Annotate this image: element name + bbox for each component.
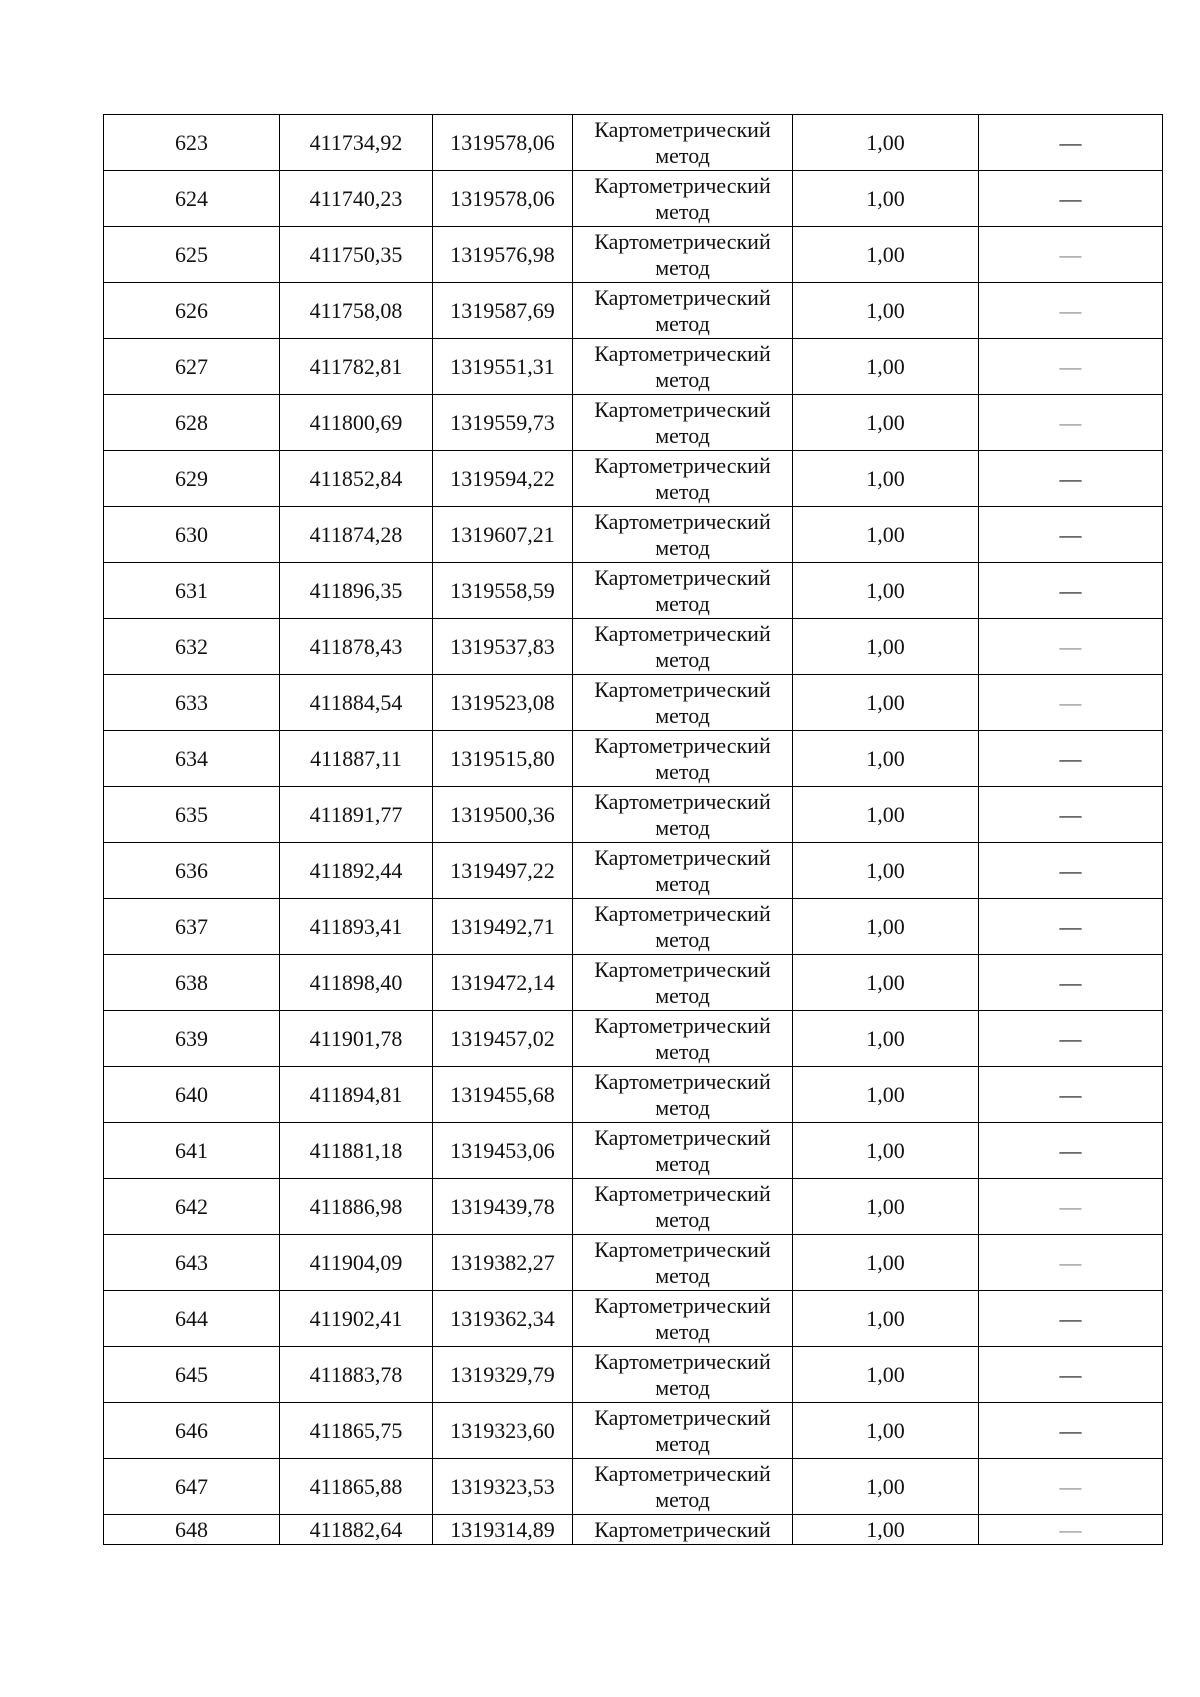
point-number-cell: 627 <box>104 339 280 395</box>
accuracy-cell: 1,00 <box>793 563 979 619</box>
method-cell <box>573 395 793 451</box>
accuracy-cell: 1,00 <box>793 619 979 675</box>
dash-mark: — <box>1059 1418 1082 1443</box>
dash-mark: — <box>1059 1516 1082 1542</box>
point-number-cell: 642 <box>104 1179 280 1235</box>
accuracy-cell: 1,00 <box>793 675 979 731</box>
y-coordinate-cell: 1319594,22 <box>433 451 573 507</box>
dash-mark: — <box>1059 410 1082 435</box>
y-coordinate-cell: 1319329,79 <box>433 1347 573 1403</box>
method-line-2: метод <box>655 535 710 560</box>
y-coordinate-cell: 1319455,68 <box>433 1067 573 1123</box>
accuracy-cell: 1,00 <box>793 1011 979 1067</box>
x-coordinate-cell: 411782,81 <box>280 339 433 395</box>
table-row <box>104 1179 1163 1235</box>
table-row <box>104 1235 1163 1291</box>
x-coordinate-cell: 411750,35 <box>280 227 433 283</box>
point-number-cell: 634 <box>104 731 280 787</box>
point-number-cell: 647 <box>104 1459 280 1515</box>
dash-mark: — <box>1059 802 1082 827</box>
dash-mark: — <box>1059 354 1082 379</box>
accuracy-cell: 1,00 <box>793 283 979 339</box>
accuracy-cell: 1,00 <box>793 1347 979 1403</box>
accuracy-cell: 1,00 <box>793 339 979 395</box>
note-cell <box>979 1291 1163 1347</box>
method-line-1: Картометрический <box>594 173 771 198</box>
method-line-2: метод <box>655 423 710 448</box>
method-line-2: метод <box>655 1375 710 1400</box>
dash-mark: — <box>1059 1194 1082 1219</box>
table-row <box>104 1067 1163 1123</box>
y-coordinate-cell: 1319323,60 <box>433 1403 573 1459</box>
y-coordinate-cell: 1319537,83 <box>433 619 573 675</box>
y-coordinate-cell: 1319323,53 <box>433 1459 573 1515</box>
method-line-2: метод <box>655 311 710 336</box>
y-coordinate-cell: 1319578,06 <box>433 115 573 171</box>
dash-mark: — <box>1059 466 1082 491</box>
method-line-2: метод <box>655 1431 710 1456</box>
note-cell <box>979 1067 1163 1123</box>
table-row <box>104 675 1163 731</box>
dash-mark: — <box>1059 186 1082 211</box>
note-cell <box>979 955 1163 1011</box>
accuracy-cell: 1,00 <box>793 731 979 787</box>
point-number-cell: 644 <box>104 1291 280 1347</box>
y-coordinate-cell: 1319558,59 <box>433 563 573 619</box>
method-line-2: метод <box>655 927 710 952</box>
point-number-cell: 626 <box>104 283 280 339</box>
note-cell <box>979 227 1163 283</box>
y-coordinate-cell: 1319472,14 <box>433 955 573 1011</box>
y-coordinate-cell: 1319551,31 <box>433 339 573 395</box>
point-number-cell: 640 <box>104 1067 280 1123</box>
method-line-2: метод <box>655 871 710 896</box>
method-line-1: Картометрический <box>594 677 771 702</box>
accuracy-cell: 1,00 <box>793 1179 979 1235</box>
note-cell <box>979 1235 1163 1291</box>
y-coordinate-cell: 1319587,69 <box>433 283 573 339</box>
table-row <box>104 955 1163 1011</box>
x-coordinate-cell: 411893,41 <box>280 899 433 955</box>
note-cell <box>979 283 1163 339</box>
method-cell <box>573 1291 793 1347</box>
method-line-2: метод <box>655 815 710 840</box>
x-coordinate-cell: 411892,44 <box>280 843 433 899</box>
table-row <box>104 731 1163 787</box>
note-cell <box>979 843 1163 899</box>
method-line-2: метод <box>655 367 710 392</box>
accuracy-cell: 1,00 <box>793 1067 979 1123</box>
dash-mark: — <box>1059 1250 1082 1275</box>
method-cell <box>573 1067 793 1123</box>
method-line-1: Картометрический <box>594 789 771 814</box>
method-cell <box>573 899 793 955</box>
x-coordinate-cell: 411865,88 <box>280 1459 433 1515</box>
method-cell <box>573 675 793 731</box>
table-row <box>104 1123 1163 1179</box>
method-cell <box>573 283 793 339</box>
dash-mark: — <box>1059 522 1082 547</box>
method-line-1: Картометрический <box>594 453 771 478</box>
y-coordinate-cell: 1319578,06 <box>433 171 573 227</box>
note-cell <box>979 787 1163 843</box>
note-cell <box>979 1347 1163 1403</box>
note-cell <box>979 1403 1163 1459</box>
y-coordinate-cell: 1319500,36 <box>433 787 573 843</box>
method-cell <box>573 619 793 675</box>
accuracy-cell: 1,00 <box>793 1291 979 1347</box>
y-coordinate-cell: 1319492,71 <box>433 899 573 955</box>
accuracy-cell: 1,00 <box>793 1403 979 1459</box>
table-row <box>104 1347 1163 1403</box>
accuracy-cell: 1,00 <box>793 395 979 451</box>
point-number-cell: 633 <box>104 675 280 731</box>
y-coordinate-cell: 1319523,08 <box>433 675 573 731</box>
method-line-1: Картометрический <box>594 1405 771 1430</box>
y-coordinate-cell: 1319497,22 <box>433 843 573 899</box>
method-line-2: метод <box>655 703 710 728</box>
method-line-1: Картометрический <box>594 733 771 758</box>
x-coordinate-cell: 411902,41 <box>280 1291 433 1347</box>
note-cell <box>979 1011 1163 1067</box>
table-row <box>104 787 1163 843</box>
y-coordinate-cell: 1319453,06 <box>433 1123 573 1179</box>
dash-mark: — <box>1059 130 1082 155</box>
method-cell <box>573 339 793 395</box>
method-line-2: метод <box>655 1487 710 1512</box>
method-line-2: метод <box>655 647 710 672</box>
y-coordinate-cell: 1319457,02 <box>433 1011 573 1067</box>
x-coordinate-cell: 411852,84 <box>280 451 433 507</box>
table-row <box>104 115 1163 171</box>
x-coordinate-cell: 411886,98 <box>280 1179 433 1235</box>
note-cell <box>979 1459 1163 1515</box>
method-line-1: Картометрический <box>594 341 771 366</box>
x-coordinate-cell: 411800,69 <box>280 395 433 451</box>
dash-mark: — <box>1059 746 1082 771</box>
note-cell <box>979 507 1163 563</box>
point-number-cell: 630 <box>104 507 280 563</box>
method-cell <box>573 1515 793 1545</box>
method-line-2: метод <box>655 591 710 616</box>
table-row <box>104 283 1163 339</box>
dash-mark: — <box>1059 970 1082 995</box>
point-number-cell: 629 <box>104 451 280 507</box>
point-number-cell: 631 <box>104 563 280 619</box>
note-cell <box>979 563 1163 619</box>
accuracy-cell: 1,00 <box>793 507 979 563</box>
x-coordinate-cell: 411740,23 <box>280 171 433 227</box>
dash-mark: — <box>1059 242 1082 267</box>
dash-mark: — <box>1059 690 1082 715</box>
y-coordinate-cell: 1319515,80 <box>433 731 573 787</box>
method-line-1: Картометрический <box>594 285 771 310</box>
x-coordinate-cell: 411901,78 <box>280 1011 433 1067</box>
y-coordinate-cell: 1319576,98 <box>433 227 573 283</box>
note-cell <box>979 339 1163 395</box>
dash-mark: — <box>1059 914 1082 939</box>
method-line-2: метод <box>655 1319 710 1344</box>
method-line-2: метод <box>655 1039 710 1064</box>
method-cell <box>573 115 793 171</box>
point-number-cell: 628 <box>104 395 280 451</box>
method-line-2: метод <box>655 759 710 784</box>
dash-mark: — <box>1059 858 1082 883</box>
point-number-cell: 639 <box>104 1011 280 1067</box>
dash-mark: — <box>1059 1474 1082 1499</box>
table-row <box>104 171 1163 227</box>
method-line-1: Картометрический <box>594 397 771 422</box>
y-coordinate-cell: 1319382,27 <box>433 1235 573 1291</box>
note-cell <box>979 1179 1163 1235</box>
y-coordinate-cell: 1319559,73 <box>433 395 573 451</box>
method-cell <box>573 1123 793 1179</box>
method-cell <box>573 1403 793 1459</box>
point-number-cell: 625 <box>104 227 280 283</box>
note-cell <box>979 619 1163 675</box>
dash-mark: — <box>1059 634 1082 659</box>
table-row <box>104 1515 1163 1545</box>
accuracy-cell: 1,00 <box>793 1515 979 1545</box>
method-cell <box>573 731 793 787</box>
point-number-cell: 638 <box>104 955 280 1011</box>
method-line-2: метод <box>655 1151 710 1176</box>
method-cell <box>573 1347 793 1403</box>
accuracy-cell: 1,00 <box>793 843 979 899</box>
note-cell <box>979 1123 1163 1179</box>
method-line-2: метод <box>655 199 710 224</box>
dash-mark: — <box>1059 298 1082 323</box>
method-line-2: метод <box>655 255 710 280</box>
point-number-cell: 635 <box>104 787 280 843</box>
note-cell <box>979 1515 1163 1545</box>
x-coordinate-cell: 411894,81 <box>280 1067 433 1123</box>
x-coordinate-cell: 411887,11 <box>280 731 433 787</box>
method-cell <box>573 1179 793 1235</box>
method-cell <box>573 1459 793 1515</box>
method-line-1: Картометрический <box>594 229 771 254</box>
y-coordinate-cell: 1319607,21 <box>433 507 573 563</box>
method-cell <box>573 787 793 843</box>
method-line-1: Картометрический <box>594 1349 771 1374</box>
x-coordinate-cell: 411883,78 <box>280 1347 433 1403</box>
dash-mark: — <box>1059 1138 1082 1163</box>
x-coordinate-cell: 411758,08 <box>280 283 433 339</box>
method-line-1: Картометрический <box>594 621 771 646</box>
x-coordinate-cell: 411881,18 <box>280 1123 433 1179</box>
method-cell <box>573 227 793 283</box>
method-line-1: Картометрический <box>594 1237 771 1262</box>
method-line-1: Картометрический <box>594 1516 771 1542</box>
x-coordinate-cell: 411878,43 <box>280 619 433 675</box>
dash-mark: — <box>1059 1026 1082 1051</box>
point-number-cell: 641 <box>104 1123 280 1179</box>
note-cell <box>979 451 1163 507</box>
x-coordinate-cell: 411896,35 <box>280 563 433 619</box>
method-line-1: Картометрический <box>594 565 771 590</box>
method-line-1: Картометрический <box>594 901 771 926</box>
method-cell <box>573 1011 793 1067</box>
method-line-1: Картометрический <box>594 957 771 982</box>
point-number-cell: 624 <box>104 171 280 227</box>
accuracy-cell: 1,00 <box>793 1235 979 1291</box>
point-number-cell: 648 <box>104 1515 280 1545</box>
x-coordinate-cell: 411734,92 <box>280 115 433 171</box>
y-coordinate-cell: 1319439,78 <box>433 1179 573 1235</box>
note-cell <box>979 899 1163 955</box>
point-number-cell: 646 <box>104 1403 280 1459</box>
method-cell <box>573 563 793 619</box>
method-cell <box>573 171 793 227</box>
method-line-1: Картометрический <box>594 1013 771 1038</box>
table-row <box>104 1291 1163 1347</box>
accuracy-cell: 1,00 <box>793 115 979 171</box>
method-line-2: метод <box>655 143 710 168</box>
dash-mark: — <box>1059 1362 1082 1387</box>
point-number-cell: 643 <box>104 1235 280 1291</box>
point-number-cell: 645 <box>104 1347 280 1403</box>
method-cell <box>573 1235 793 1291</box>
note-cell <box>979 675 1163 731</box>
method-line-2: метод <box>655 1207 710 1232</box>
point-number-cell: 636 <box>104 843 280 899</box>
dash-mark: — <box>1059 1306 1082 1331</box>
accuracy-cell: 1,00 <box>793 899 979 955</box>
method-cell <box>573 955 793 1011</box>
x-coordinate-cell: 411882,64 <box>280 1515 433 1545</box>
table-row <box>104 1403 1163 1459</box>
method-cell <box>573 843 793 899</box>
method-line-1: Картометрический <box>594 1293 771 1318</box>
method-line-1: Картометрический <box>594 845 771 870</box>
dash-mark: — <box>1059 578 1082 603</box>
method-line-1: Картометрический <box>594 117 771 142</box>
method-line-1: Картометрический <box>594 509 771 534</box>
table-row <box>104 843 1163 899</box>
coordinates-table <box>103 114 1163 1545</box>
note-cell <box>979 731 1163 787</box>
table-row <box>104 563 1163 619</box>
table-row <box>104 451 1163 507</box>
point-number-cell: 623 <box>104 115 280 171</box>
table-row <box>104 899 1163 955</box>
x-coordinate-cell: 411904,09 <box>280 1235 433 1291</box>
note-cell <box>979 395 1163 451</box>
table-row <box>104 1459 1163 1515</box>
y-coordinate-cell: 1319362,34 <box>433 1291 573 1347</box>
dash-mark: — <box>1059 1082 1082 1107</box>
x-coordinate-cell: 411891,77 <box>280 787 433 843</box>
table-row <box>104 227 1163 283</box>
accuracy-cell: 1,00 <box>793 1459 979 1515</box>
method-cell <box>573 451 793 507</box>
accuracy-cell: 1,00 <box>793 451 979 507</box>
note-cell <box>979 115 1163 171</box>
table-row <box>104 395 1163 451</box>
method-cell <box>573 507 793 563</box>
table-body <box>104 115 1163 1545</box>
point-number-cell: 632 <box>104 619 280 675</box>
accuracy-cell: 1,00 <box>793 1123 979 1179</box>
method-line-1: Картометрический <box>594 1125 771 1150</box>
accuracy-cell: 1,00 <box>793 227 979 283</box>
method-line-2: метод <box>655 479 710 504</box>
y-coordinate-cell: 1319314,89 <box>433 1515 573 1545</box>
method-line-1: Картометрический <box>594 1461 771 1486</box>
x-coordinate-cell: 411884,54 <box>280 675 433 731</box>
method-line-1: Картометрический <box>594 1069 771 1094</box>
method-line-1: Картометрический <box>594 1181 771 1206</box>
method-line-2: метод <box>655 1095 710 1120</box>
accuracy-cell: 1,00 <box>793 171 979 227</box>
point-number-cell: 637 <box>104 899 280 955</box>
x-coordinate-cell: 411898,40 <box>280 955 433 1011</box>
x-coordinate-cell: 411874,28 <box>280 507 433 563</box>
table-row <box>104 507 1163 563</box>
method-line-2: метод <box>655 1263 710 1288</box>
note-cell <box>979 171 1163 227</box>
method-line-2: метод <box>655 983 710 1008</box>
x-coordinate-cell: 411865,75 <box>280 1403 433 1459</box>
accuracy-cell: 1,00 <box>793 787 979 843</box>
table-row <box>104 619 1163 675</box>
accuracy-cell: 1,00 <box>793 955 979 1011</box>
table-row <box>104 1011 1163 1067</box>
table-row <box>104 339 1163 395</box>
